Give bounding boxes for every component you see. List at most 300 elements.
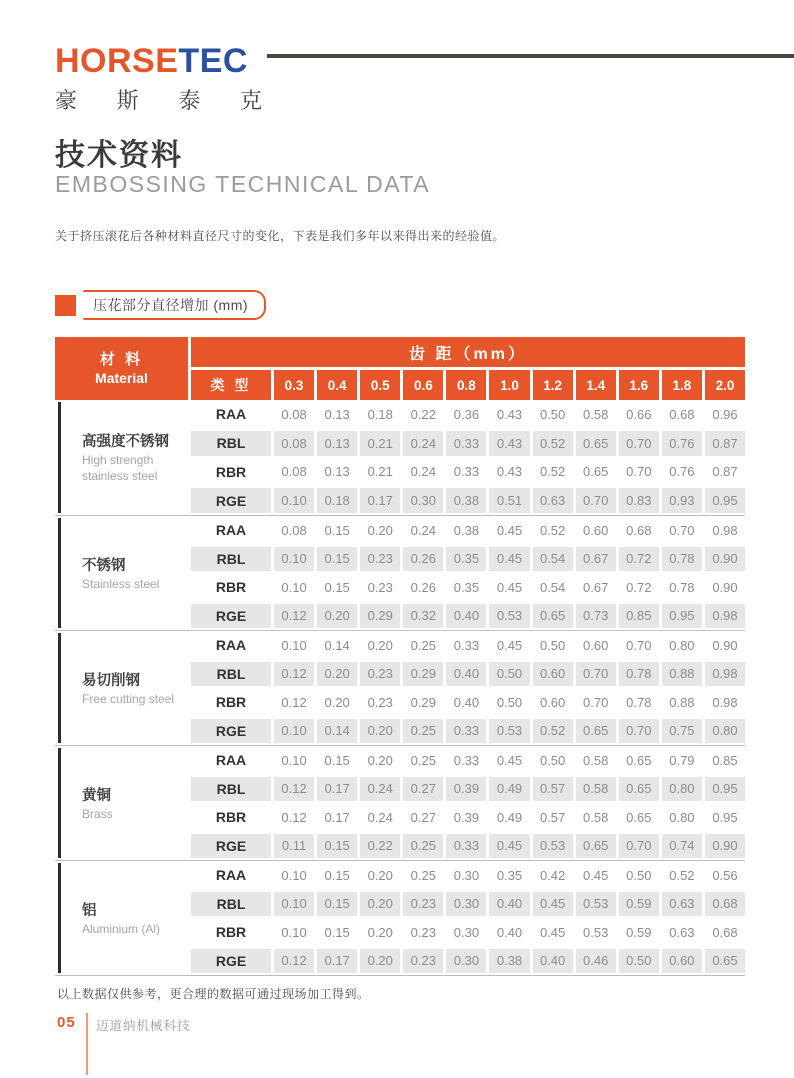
value-cell: 0.30 xyxy=(453,924,480,940)
material-cell xyxy=(55,400,188,515)
value-cell: 0.70 xyxy=(583,694,609,710)
knurl-type-cell: RBR xyxy=(215,924,247,941)
value-cell: 0.95 xyxy=(705,777,745,802)
table-row xyxy=(191,746,745,775)
material-name-cn: 黄铜 xyxy=(82,787,111,804)
value-cell: 0.20 xyxy=(367,867,393,883)
pitch-column-header: 2.0 xyxy=(705,370,745,400)
value-cell: 0.50 xyxy=(619,949,659,974)
value-cell: 0.53 xyxy=(576,892,616,917)
pitch-column-header: 0.4 xyxy=(317,370,357,400)
knurl-type-cell: RAA xyxy=(215,637,247,654)
knurl-type-cell: RBR xyxy=(215,463,247,480)
value-cell: 0.59 xyxy=(626,924,652,940)
value-cell: 0.58 xyxy=(583,752,609,768)
value-cell: 0.80 xyxy=(705,719,745,744)
value-cell: 0.29 xyxy=(403,662,443,687)
table-row xyxy=(191,688,745,717)
value-cell: 0.32 xyxy=(403,604,443,629)
value-cell: 0.74 xyxy=(662,834,702,859)
value-cell: 0.29 xyxy=(410,694,436,710)
value-cell: 0.70 xyxy=(619,834,659,859)
value-cell: 0.22 xyxy=(360,834,400,859)
value-cell: 0.23 xyxy=(403,892,443,917)
value-cell: 0.70 xyxy=(619,431,659,456)
material-group-bar xyxy=(58,633,61,743)
table-row xyxy=(191,458,745,487)
value-cell: 0.98 xyxy=(705,604,745,629)
value-cell: 0.15 xyxy=(324,867,350,883)
value-cell: 0.68 xyxy=(712,924,738,940)
knurl-type-cell: RBR xyxy=(215,694,247,711)
value-cell: 0.10 xyxy=(281,579,307,595)
material-rows xyxy=(191,861,745,975)
knurl-type-cell: RGE xyxy=(191,834,271,859)
value-cell: 0.50 xyxy=(539,752,566,768)
table-row xyxy=(191,890,745,919)
value-cell: 0.35 xyxy=(496,867,523,883)
logo-chinese-char: 斯 xyxy=(116,88,139,113)
value-cell: 0.65 xyxy=(626,752,652,768)
value-cell: 0.20 xyxy=(367,522,393,538)
value-cell: 0.08 xyxy=(281,406,307,422)
value-cell: 0.68 xyxy=(705,892,745,917)
value-cell: 0.70 xyxy=(576,662,616,687)
value-cell: 0.20 xyxy=(324,694,350,710)
value-cell: 0.98 xyxy=(705,662,745,687)
value-cell: 0.72 xyxy=(619,547,659,572)
value-cell: 0.73 xyxy=(576,604,616,629)
pitch-column-header: 0.5 xyxy=(360,370,400,400)
value-cell: 0.98 xyxy=(712,522,738,538)
value-cell: 0.53 xyxy=(489,604,529,629)
value-cell: 0.25 xyxy=(403,834,443,859)
value-cell: 0.52 xyxy=(539,464,566,480)
value-cell: 0.08 xyxy=(281,522,307,538)
value-cell: 0.33 xyxy=(453,752,480,768)
value-cell: 0.15 xyxy=(324,522,350,538)
value-cell: 0.15 xyxy=(317,892,357,917)
value-cell: 0.24 xyxy=(403,431,443,456)
knurl-type-cell: RBR xyxy=(215,809,247,826)
value-cell: 0.58 xyxy=(583,809,609,825)
value-cell: 0.78 xyxy=(626,694,652,710)
table-row xyxy=(191,486,745,515)
value-cell: 0.98 xyxy=(712,694,738,710)
value-cell: 0.38 xyxy=(446,488,486,513)
material-header-en: Material xyxy=(95,370,148,387)
value-cell: 0.63 xyxy=(662,892,702,917)
value-cell: 0.52 xyxy=(533,719,573,744)
logo xyxy=(55,44,262,115)
value-cell: 0.23 xyxy=(360,547,400,572)
knurl-type-cell: RBL xyxy=(191,431,271,456)
value-cell: 0.10 xyxy=(281,752,307,768)
value-cell: 0.26 xyxy=(410,579,436,595)
value-cell: 0.12 xyxy=(274,604,314,629)
value-cell: 0.57 xyxy=(533,777,573,802)
material-group xyxy=(55,515,745,630)
intro-text: 关于挤压滚花后各种材料直径尺寸的变化，下表是我们多年以来得出来的经验值。 xyxy=(55,229,506,243)
value-cell: 0.80 xyxy=(662,777,702,802)
knurl-type-cell: RAA xyxy=(215,867,247,884)
pitch-column-header: 1.4 xyxy=(576,370,616,400)
material-cell xyxy=(55,861,188,975)
table-row xyxy=(191,660,745,689)
material-name-en: Free cutting steel xyxy=(82,691,175,706)
value-cell: 0.12 xyxy=(274,777,314,802)
table-row xyxy=(191,631,745,660)
knurl-type-cell: RBL xyxy=(191,777,271,802)
value-cell: 0.90 xyxy=(705,547,745,572)
value-cell: 0.12 xyxy=(274,662,314,687)
value-cell: 0.95 xyxy=(705,488,745,513)
value-cell: 0.83 xyxy=(619,488,659,513)
material-name-cn: 易切削钢 xyxy=(82,672,140,689)
material-rows xyxy=(191,400,745,515)
material-group-bar xyxy=(58,402,61,513)
pitch-column-header: 0.3 xyxy=(274,370,314,400)
knurl-type-cell: RGE xyxy=(191,604,271,629)
value-cell: 0.33 xyxy=(453,637,480,653)
value-cell: 0.65 xyxy=(626,809,652,825)
value-cell: 0.33 xyxy=(446,834,486,859)
value-cell: 0.70 xyxy=(626,637,652,653)
knurl-type-cell: RBL xyxy=(191,662,271,687)
section-label: 压花部分直径增加 (mm) xyxy=(83,290,266,320)
value-cell: 0.25 xyxy=(410,867,436,883)
value-cell: 0.10 xyxy=(281,924,307,940)
value-cell: 0.38 xyxy=(453,522,480,538)
table-header xyxy=(55,337,745,400)
material-group-bar xyxy=(58,518,61,628)
value-cell: 0.14 xyxy=(324,637,350,653)
value-cell: 0.65 xyxy=(583,464,609,480)
page-subtitle: EMBOSSING TECHNICAL DATA xyxy=(55,171,431,197)
value-cell: 0.12 xyxy=(274,949,314,974)
value-cell: 0.45 xyxy=(496,522,523,538)
value-cell: 0.50 xyxy=(539,637,566,653)
value-cell: 0.58 xyxy=(576,777,616,802)
value-cell: 0.20 xyxy=(367,924,393,940)
pitch-column-header: 0.8 xyxy=(446,370,486,400)
value-cell: 0.87 xyxy=(705,431,745,456)
material-rows xyxy=(191,746,745,860)
value-cell: 0.59 xyxy=(619,892,659,917)
value-cell: 0.42 xyxy=(539,867,566,883)
knurl-type-cell: RBL xyxy=(191,547,271,572)
value-cell: 0.30 xyxy=(446,949,486,974)
value-cell: 0.25 xyxy=(403,719,443,744)
value-cell: 0.45 xyxy=(496,637,523,653)
knurl-type-cell: RBL xyxy=(191,892,271,917)
value-cell: 0.53 xyxy=(489,719,529,744)
page-title: 技术资料 xyxy=(55,139,183,172)
value-cell: 0.60 xyxy=(662,949,702,974)
value-cell: 0.53 xyxy=(533,834,573,859)
material-group xyxy=(55,860,745,975)
value-cell: 0.50 xyxy=(626,867,652,883)
value-cell: 0.53 xyxy=(583,924,609,940)
value-cell: 0.35 xyxy=(446,547,486,572)
logo-tec: TEC xyxy=(178,42,248,80)
value-cell: 0.78 xyxy=(619,662,659,687)
value-cell: 0.95 xyxy=(662,604,702,629)
value-cell: 0.45 xyxy=(496,579,523,595)
knurl-type-cell: RGE xyxy=(191,488,271,513)
material-header-cn: 材 料 xyxy=(99,350,144,368)
value-cell: 0.96 xyxy=(712,406,738,422)
page-number: 05 xyxy=(57,1014,76,1031)
value-cell: 0.10 xyxy=(281,867,307,883)
value-cell: 0.75 xyxy=(662,719,702,744)
value-cell: 0.60 xyxy=(583,637,609,653)
value-cell: 0.08 xyxy=(281,464,307,480)
value-cell: 0.45 xyxy=(489,834,529,859)
value-cell: 0.40 xyxy=(446,604,486,629)
value-cell: 0.88 xyxy=(669,694,695,710)
table-body xyxy=(55,400,745,976)
value-cell: 0.20 xyxy=(367,752,393,768)
value-cell: 0.30 xyxy=(453,867,480,883)
header-rule xyxy=(267,54,794,58)
value-cell: 0.57 xyxy=(539,809,566,825)
table-row xyxy=(191,429,745,458)
value-cell: 0.90 xyxy=(705,834,745,859)
value-cell: 0.23 xyxy=(367,694,393,710)
value-cell: 0.54 xyxy=(533,547,573,572)
material-group xyxy=(55,745,745,860)
value-cell: 0.33 xyxy=(453,464,480,480)
material-group-bar xyxy=(58,863,61,973)
value-cell: 0.43 xyxy=(496,406,523,422)
table-row xyxy=(191,861,745,890)
value-cell: 0.50 xyxy=(539,406,566,422)
material-header-cell xyxy=(55,337,188,400)
value-cell: 0.10 xyxy=(274,892,314,917)
value-cell: 0.52 xyxy=(533,431,573,456)
value-cell: 0.33 xyxy=(446,431,486,456)
value-cell: 0.95 xyxy=(712,809,738,825)
value-cell: 0.60 xyxy=(533,662,573,687)
knurl-type-cell: RGE xyxy=(191,949,271,974)
value-cell: 0.65 xyxy=(705,949,745,974)
value-cell: 0.40 xyxy=(496,924,523,940)
value-cell: 0.68 xyxy=(669,406,695,422)
table-row xyxy=(191,602,745,631)
material-group xyxy=(55,400,745,515)
value-cell: 0.80 xyxy=(669,809,695,825)
value-cell: 0.10 xyxy=(274,719,314,744)
value-cell: 0.12 xyxy=(281,809,307,825)
logo-chinese xyxy=(55,84,262,115)
value-cell: 0.20 xyxy=(317,662,357,687)
type-header-cell: 类 型 xyxy=(191,370,271,400)
logo-wordmark xyxy=(55,44,262,78)
value-cell: 0.11 xyxy=(274,834,314,859)
material-cell xyxy=(55,746,188,860)
value-cell: 0.26 xyxy=(403,547,443,572)
value-cell: 0.29 xyxy=(360,604,400,629)
value-cell: 0.45 xyxy=(539,924,566,940)
logo-chinese-char: 泰 xyxy=(178,88,201,113)
value-cell: 0.17 xyxy=(317,777,357,802)
pitch-columns-row xyxy=(191,370,745,400)
table-row xyxy=(191,545,745,574)
value-cell: 0.78 xyxy=(662,547,702,572)
material-name-cn: 铝 xyxy=(82,902,97,919)
material-name-en: Stainless steel xyxy=(82,576,160,591)
material-group-bar xyxy=(58,748,61,858)
value-cell: 0.88 xyxy=(662,662,702,687)
value-cell: 0.45 xyxy=(533,892,573,917)
value-cell: 0.90 xyxy=(712,579,738,595)
material-cell xyxy=(55,516,188,630)
value-cell: 0.22 xyxy=(410,406,436,422)
value-cell: 0.43 xyxy=(496,464,523,480)
value-cell: 0.49 xyxy=(489,777,529,802)
value-cell: 0.13 xyxy=(324,406,350,422)
value-cell: 0.23 xyxy=(403,949,443,974)
table-row xyxy=(191,803,745,832)
value-cell: 0.38 xyxy=(489,949,529,974)
material-name-en: Brass xyxy=(82,806,113,821)
knurl-type-cell: RGE xyxy=(191,719,271,744)
material-rows xyxy=(191,631,745,745)
value-cell: 0.27 xyxy=(403,777,443,802)
value-cell: 0.58 xyxy=(583,406,609,422)
value-cell: 0.51 xyxy=(489,488,529,513)
value-cell: 0.17 xyxy=(317,949,357,974)
logo-chinese-char: 豪 xyxy=(55,88,78,113)
value-cell: 0.17 xyxy=(360,488,400,513)
value-cell: 0.39 xyxy=(453,809,480,825)
knurl-type-cell: RBR xyxy=(215,579,247,596)
value-cell: 0.65 xyxy=(619,777,659,802)
value-cell: 0.40 xyxy=(489,892,529,917)
table-row xyxy=(191,573,745,602)
value-cell: 0.12 xyxy=(281,694,307,710)
table-row xyxy=(191,775,745,804)
value-cell: 0.25 xyxy=(410,637,436,653)
value-cell: 0.79 xyxy=(669,752,695,768)
value-cell: 0.18 xyxy=(367,406,393,422)
value-cell: 0.43 xyxy=(489,431,529,456)
company-name: 迈道纳机械科技 xyxy=(96,1019,191,1033)
value-cell: 0.36 xyxy=(453,406,480,422)
value-cell: 0.45 xyxy=(583,867,609,883)
value-cell: 0.50 xyxy=(496,694,523,710)
footnote: 以上数据仅供参考，更合理的数据可通过现场加工得到。 xyxy=(57,987,370,1001)
value-cell: 0.30 xyxy=(403,488,443,513)
value-cell: 0.60 xyxy=(539,694,566,710)
value-cell: 0.27 xyxy=(410,809,436,825)
value-cell: 0.65 xyxy=(576,834,616,859)
value-cell: 0.65 xyxy=(576,431,616,456)
value-cell: 0.21 xyxy=(360,431,400,456)
value-cell: 0.21 xyxy=(367,464,393,480)
value-cell: 0.25 xyxy=(410,752,436,768)
table-row xyxy=(191,516,745,545)
value-cell: 0.14 xyxy=(317,719,357,744)
value-cell: 0.46 xyxy=(576,949,616,974)
value-cell: 0.20 xyxy=(360,719,400,744)
table-row xyxy=(191,918,745,947)
material-name-cn: 不锈钢 xyxy=(82,557,126,574)
value-cell: 0.23 xyxy=(367,579,393,595)
value-cell: 0.10 xyxy=(274,547,314,572)
value-cell: 0.63 xyxy=(533,488,573,513)
material-name-en: Aluminium (Al) xyxy=(82,921,161,936)
value-cell: 0.24 xyxy=(367,809,393,825)
value-cell: 0.15 xyxy=(317,547,357,572)
value-cell: 0.10 xyxy=(281,637,307,653)
value-cell: 0.15 xyxy=(324,752,350,768)
value-cell: 0.65 xyxy=(576,719,616,744)
value-cell: 0.70 xyxy=(669,522,695,538)
value-cell: 0.10 xyxy=(274,488,314,513)
section-marker-square xyxy=(55,295,76,316)
value-cell: 0.67 xyxy=(583,579,609,595)
value-cell: 0.60 xyxy=(583,522,609,538)
value-cell: 0.70 xyxy=(626,464,652,480)
value-cell: 0.08 xyxy=(274,431,314,456)
value-cell: 0.68 xyxy=(626,522,652,538)
value-cell: 0.30 xyxy=(446,892,486,917)
table-row xyxy=(191,947,745,976)
material-name-en: High strength stainless steel xyxy=(82,453,158,483)
table-row xyxy=(191,832,745,861)
value-cell: 0.87 xyxy=(712,464,738,480)
embossing-table xyxy=(55,337,745,976)
value-cell: 0.39 xyxy=(446,777,486,802)
value-cell: 0.45 xyxy=(496,752,523,768)
value-cell: 0.20 xyxy=(317,604,357,629)
value-cell: 0.18 xyxy=(317,488,357,513)
value-cell: 0.70 xyxy=(576,488,616,513)
table-row xyxy=(191,717,745,746)
section-header xyxy=(55,290,266,320)
value-cell: 0.20 xyxy=(360,949,400,974)
value-cell: 0.52 xyxy=(669,867,695,883)
value-cell: 0.56 xyxy=(712,867,738,883)
value-cell: 0.80 xyxy=(669,637,695,653)
pitch-column-header: 1.2 xyxy=(533,370,573,400)
value-cell: 0.13 xyxy=(317,431,357,456)
value-cell: 0.20 xyxy=(360,892,400,917)
material-cell xyxy=(55,631,188,745)
value-cell: 0.35 xyxy=(453,579,480,595)
value-cell: 0.24 xyxy=(410,464,436,480)
value-cell: 0.72 xyxy=(626,579,652,595)
value-cell: 0.78 xyxy=(669,579,695,595)
logo-chinese-char: 克 xyxy=(239,88,262,113)
value-cell: 0.24 xyxy=(360,777,400,802)
footer-divider xyxy=(86,1013,88,1075)
knurl-type-cell: RAA xyxy=(215,522,247,539)
pitch-column-header: 1.0 xyxy=(489,370,529,400)
value-cell: 0.20 xyxy=(367,637,393,653)
pitch-group-header: 齿 距（mm） xyxy=(191,337,745,367)
value-cell: 0.49 xyxy=(496,809,523,825)
value-cell: 0.66 xyxy=(626,406,652,422)
value-cell: 0.76 xyxy=(669,464,695,480)
value-cell: 0.50 xyxy=(489,662,529,687)
value-cell: 0.33 xyxy=(446,719,486,744)
value-cell: 0.23 xyxy=(410,924,436,940)
value-cell: 0.65 xyxy=(533,604,573,629)
value-cell: 0.52 xyxy=(539,522,566,538)
